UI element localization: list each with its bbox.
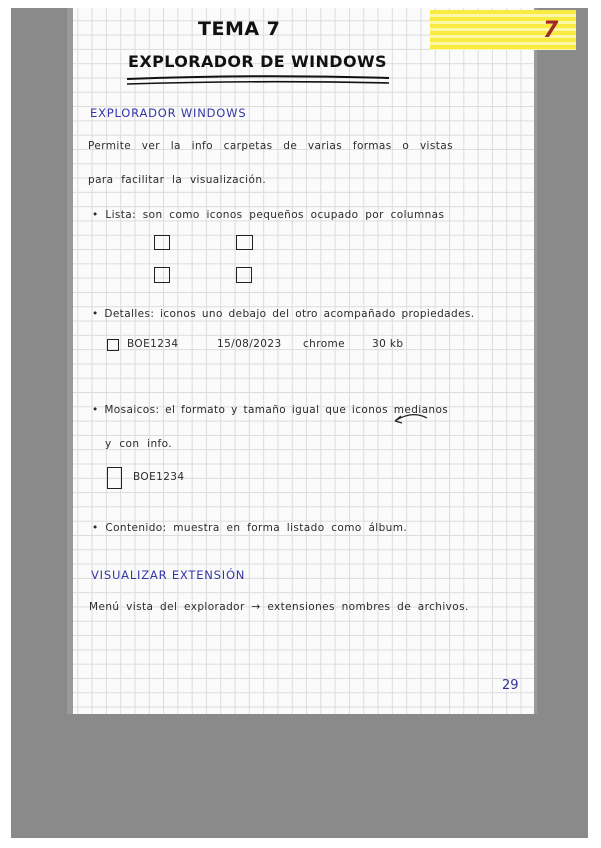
detalles-file-name: BOE1234 [127, 338, 179, 350]
detalles-file-date: 15/08/2023 [217, 338, 282, 350]
detalles-file-size: 30 kb [372, 338, 404, 350]
file-icon-detalles [107, 339, 119, 351]
bullet-mosaicos: • Mosaicos: el formato y tamaño igual que iconos medianos [92, 404, 449, 416]
section-heading-explorador: EXPLORADOR WINDOWS [90, 106, 247, 120]
title-underline-2 [127, 82, 389, 84]
bullet-detalles: • Detalles: iconos uno debajo del otro acompañado propiedades. [92, 308, 475, 320]
chapter-tab: 7 [543, 18, 559, 43]
notebook-page [67, 8, 559, 714]
mosaicos-line-2: y con info. [105, 438, 172, 450]
extension-text: Menú vista del explorador → extensiones nombres de archivos. [89, 601, 469, 613]
intro-line-1: Permite ver la info carpetas de varias formas o vistas [88, 140, 453, 152]
section-heading-extension: VISUALIZAR EXTENSIÓN [91, 568, 246, 582]
detalles-file-app: chrome [303, 338, 346, 350]
page-number: 29 [502, 678, 519, 693]
bullet-lista: • Lista: son como iconos pequeños ocupado por columnas [92, 209, 445, 221]
icon-box-1 [154, 235, 170, 250]
mosaicos-file-name: BOE1234 [133, 471, 185, 483]
icon-box-4 [236, 267, 252, 283]
icon-box-3 [154, 267, 170, 283]
file-icon-mosaicos [107, 467, 122, 489]
icon-box-2 [236, 235, 253, 250]
tema-title: TEMA 7 [198, 18, 281, 40]
intro-line-2: para facilitar la visualización. [88, 174, 267, 186]
page-title: EXPLORADOR DE WINDOWS [128, 52, 387, 71]
title-underline-1 [127, 76, 389, 79]
bullet-contenido: • Contenido: muestra en forma listado como álbum. [92, 522, 408, 534]
